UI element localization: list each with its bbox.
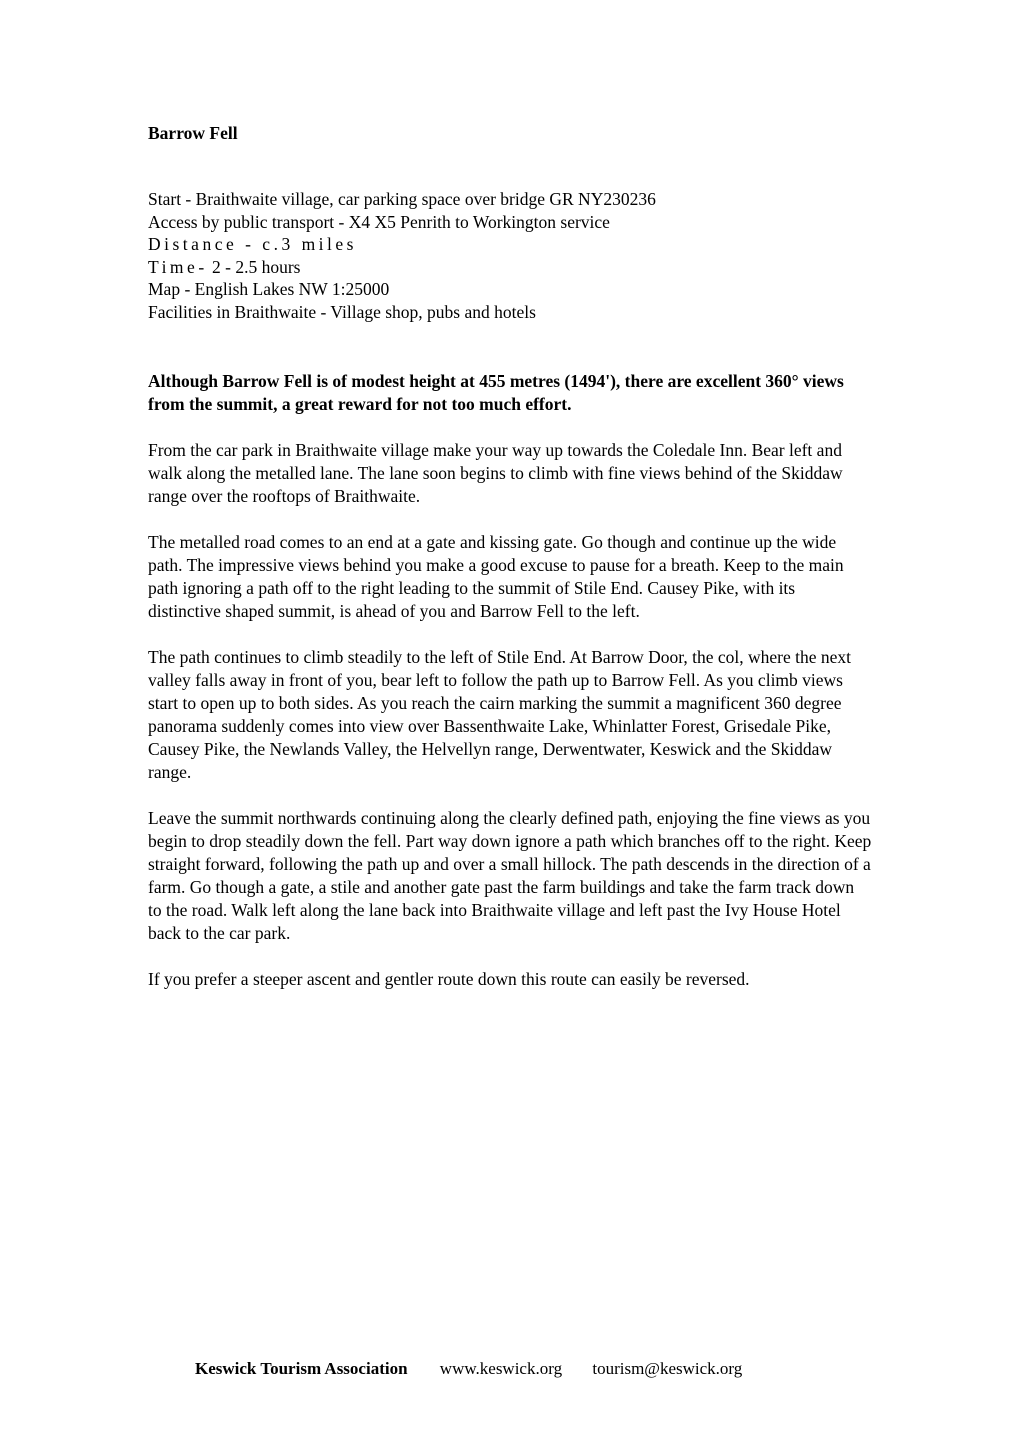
body-paragraph: From the car park in Braithwaite village make your way up towards the Coledale Inn. Bear left and walk along the metalled lane. The lane soon begins to climb with fine views behind of the Skiddaw range over the rooftops of Braithwaite.: [148, 440, 843, 506]
page-footer: [195, 1358, 742, 1379]
info-time-value: 2 - 2.5 hours: [207, 256, 301, 277]
info-facilities: Facilities in Braithwaite - Village shop, pubs and hotels: [148, 301, 536, 322]
intro-paragraph: Although Barrow Fell is of modest height at 455 metres (1494'), there are excellent 360° views from the summit, a great reward for not too much effort.: [148, 371, 844, 414]
body-paragraph: The path continues to climb steadily to the left of Stile End. At Barrow Door, the col, where the next valley falls away in front of you, bear left to follow the path up to Barrow Fell. As you climb views start to open up to both sides. As you reach the cairn marking the summit a magnificent 360 degree panorama suddenly comes into view over Bassenthwaite Lake, Whinlatter Forest, Grisedale Pike, Causey Pike, the Newlands Valley, the Helvellyn range, Derwentwater, Keswick and the Skiddaw range.: [148, 647, 852, 782]
info-start: Start - Braithwaite village, car parking space over bridge GR NY230236: [148, 189, 656, 209]
info-time-label: Time-: [148, 256, 208, 277]
info-map: Map - English Lakes NW 1:25000: [148, 279, 390, 299]
footer-email: tourism@keswick.org: [592, 1359, 743, 1378]
body-paragraph: If you prefer a steeper ascent and gentler route down this route can easily be reversed.: [148, 969, 750, 989]
info-time: [148, 256, 872, 279]
body-paragraph: The metalled road comes to an end at a gate and kissing gate. Go though and continue up the wide path. The impressive views behind you make a good excuse to pause for a breath. Keep to the main path ignoring a path off to the right leading to the summit of Stile End. Causey Pike, with its distinctive shaped summit, is ahead of you and Barrow Fell to the left.: [148, 532, 844, 621]
info-access: Access by public transport - X4 X5 Penrith to Workington service: [148, 211, 610, 232]
footer-organization: Keswick Tourism Association: [195, 1359, 408, 1378]
footer-website: www.keswick.org: [439, 1359, 563, 1378]
info-distance: Distance - c.3 miles: [148, 234, 357, 254]
page-title: Barrow Fell: [148, 123, 238, 143]
route-info-block: [148, 188, 872, 323]
body-paragraph: Leave the summit northwards continuing along the clearly defined path, enjoying the fine views as you begin to drop steadily down the fell. Part way down ignore a path which branches off to the right. Keep straight forward, following the path up and over a small hillock. The path descends in the direction of a farm. Go though a gate, a stile and another gate past the farm buildings and take the farm track down to the road. Walk left along the lane back into Braithwaite village and left past the Ivy House Hotel back to the car park.: [148, 808, 872, 943]
